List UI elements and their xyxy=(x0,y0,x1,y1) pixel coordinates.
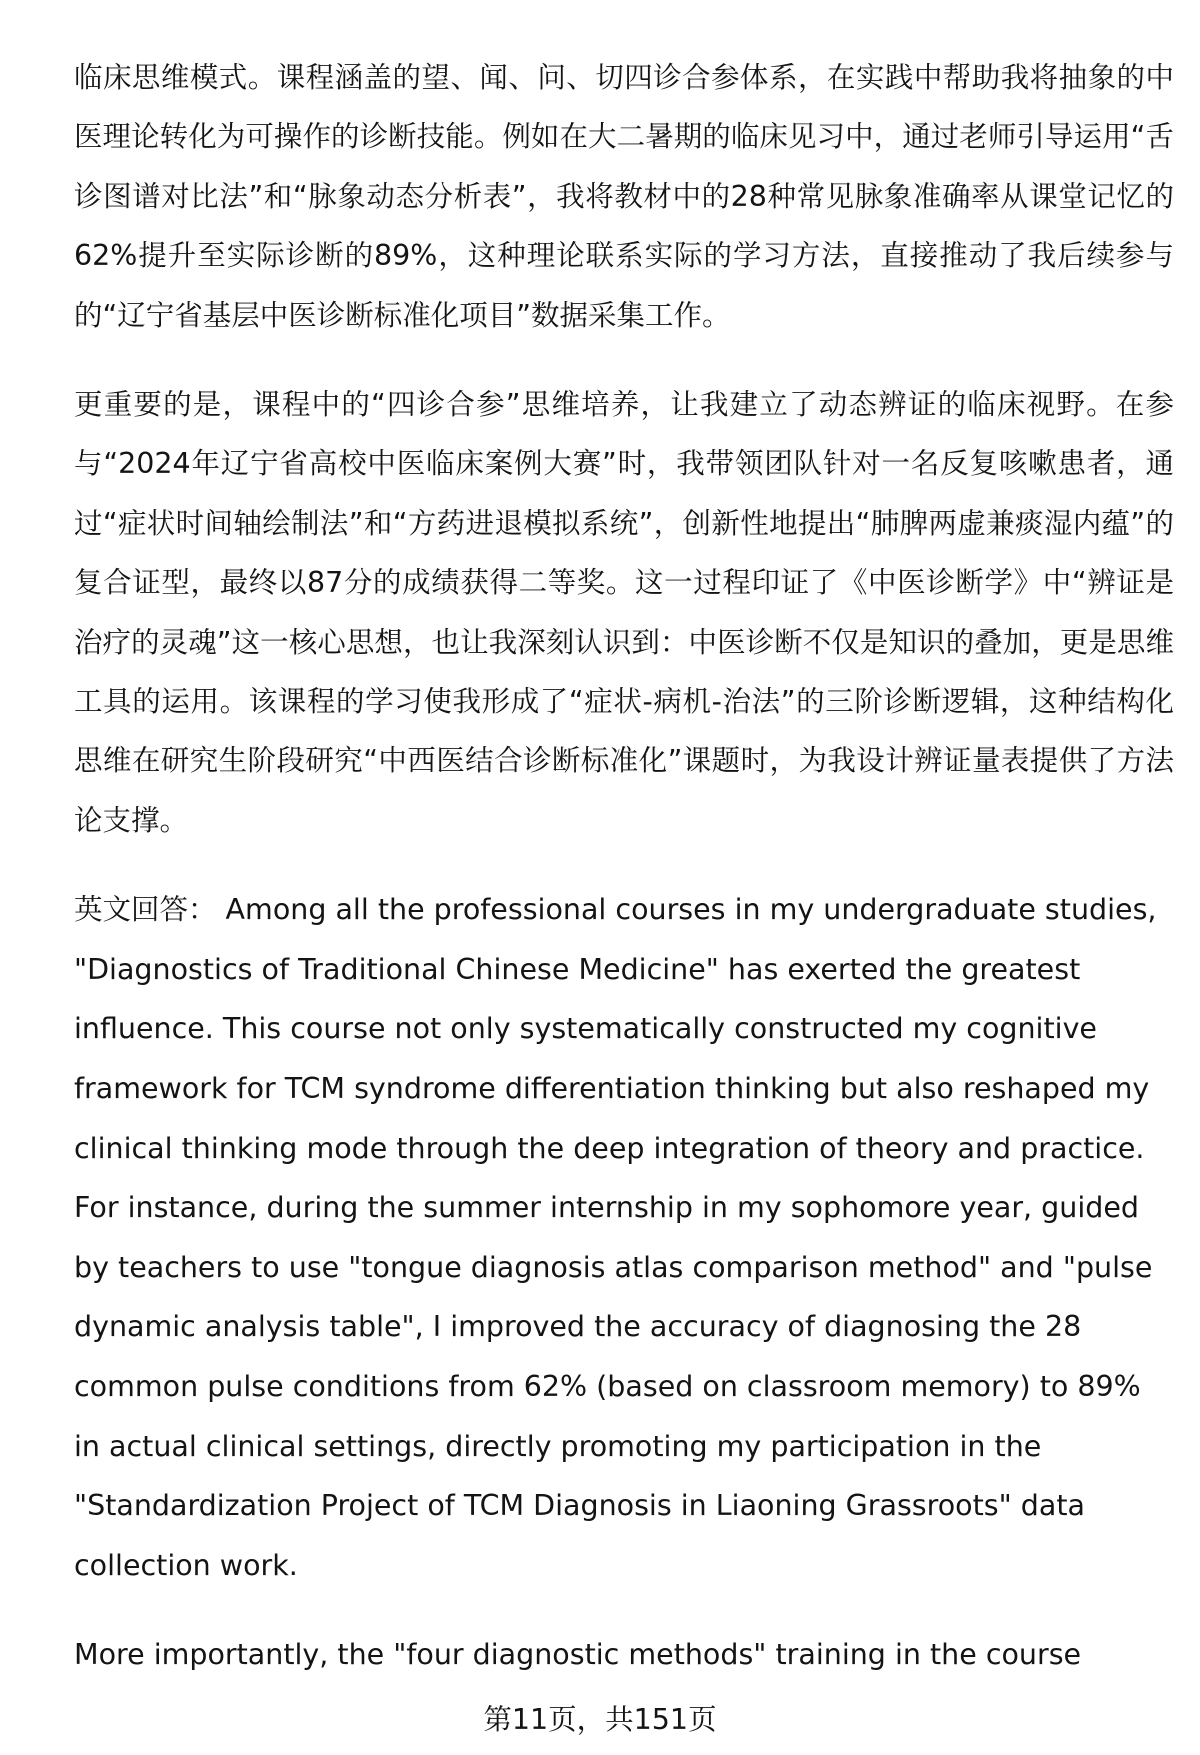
paragraph-2: 更重要的是，课程中的“四诊合参”思维培养，让我建立了动态辨证的临床视野。在参与“2024年辽宁省高校中医临床案例大赛”时，我带领团队针对一名反复咳嗽患者，通过“症状时间轴绘制法”和“方药进退模拟系统”，创新性地提出“肺脾两虚兼痰湿内蕴”的复合证型，最终以87分的成绩获得二等奖。这一过程印证了《中医诊断学》中“辨证是治疗的灵魂”这一核心思想，也让我深刻认识到：中医诊断不仅是知识的叠加，更是思维工具的运用。该课程的学习使我形成了“症状-病机-治法”的三阶诊断逻辑，这种结构化思维在研究生阶段研究“中西医结合诊断标准化”课题时，为我设计辨证量表提供了方法论支撑。 xyxy=(74,388,1174,837)
document-body xyxy=(74,48,1174,1715)
page-number-footer: 第11页，共151页 xyxy=(483,1703,717,1736)
paragraph-4: More importantly, the "four diagnostic methods" training in the course xyxy=(74,1638,1082,1672)
paragraph-1: 临床思维模式。课程涵盖的望、闻、问、切四诊合参体系，在实践中帮助我将抽象的中医理论转化为可操作的诊断技能。例如在大二暑期的临床见习中，通过老师引导运用“舌诊图谱对比法”和“脉象动态分析表”，我将教材中的28种常见脉象准确率从课堂记忆的62%提升至实际诊断的89%，这种理论联系实际的学习方法，直接推动了我后续参与的“辽宁省基层中医诊断标准化项目”数据采集工作。 xyxy=(74,61,1174,332)
paragraph-3-english-answer: 英文回答： Among all the professional courses in my undergraduate studies, "Diagnostics of Traditional Chinese Medicine" has exerted the greatest influence. This course not only systematically constructed my cognitive framework for TCM syndrome differentiation thinking but also reshaped my clinical thinking mode through the deep integration of theory and practice. For instance, during the summer internship in my sophomore year, guided by teachers to use "tongue diagnosis atlas comparison method" and "pulse dynamic analysis table", I improved the accuracy of diagnosing the 28 common pulse conditions from 62% (based on classroom memory) to 89% in actual clinical settings, directly promoting my participation in the "Standardization Project of TCM Diagnosis in Liaoning Grassroots" data collection work. xyxy=(74,893,1157,1582)
